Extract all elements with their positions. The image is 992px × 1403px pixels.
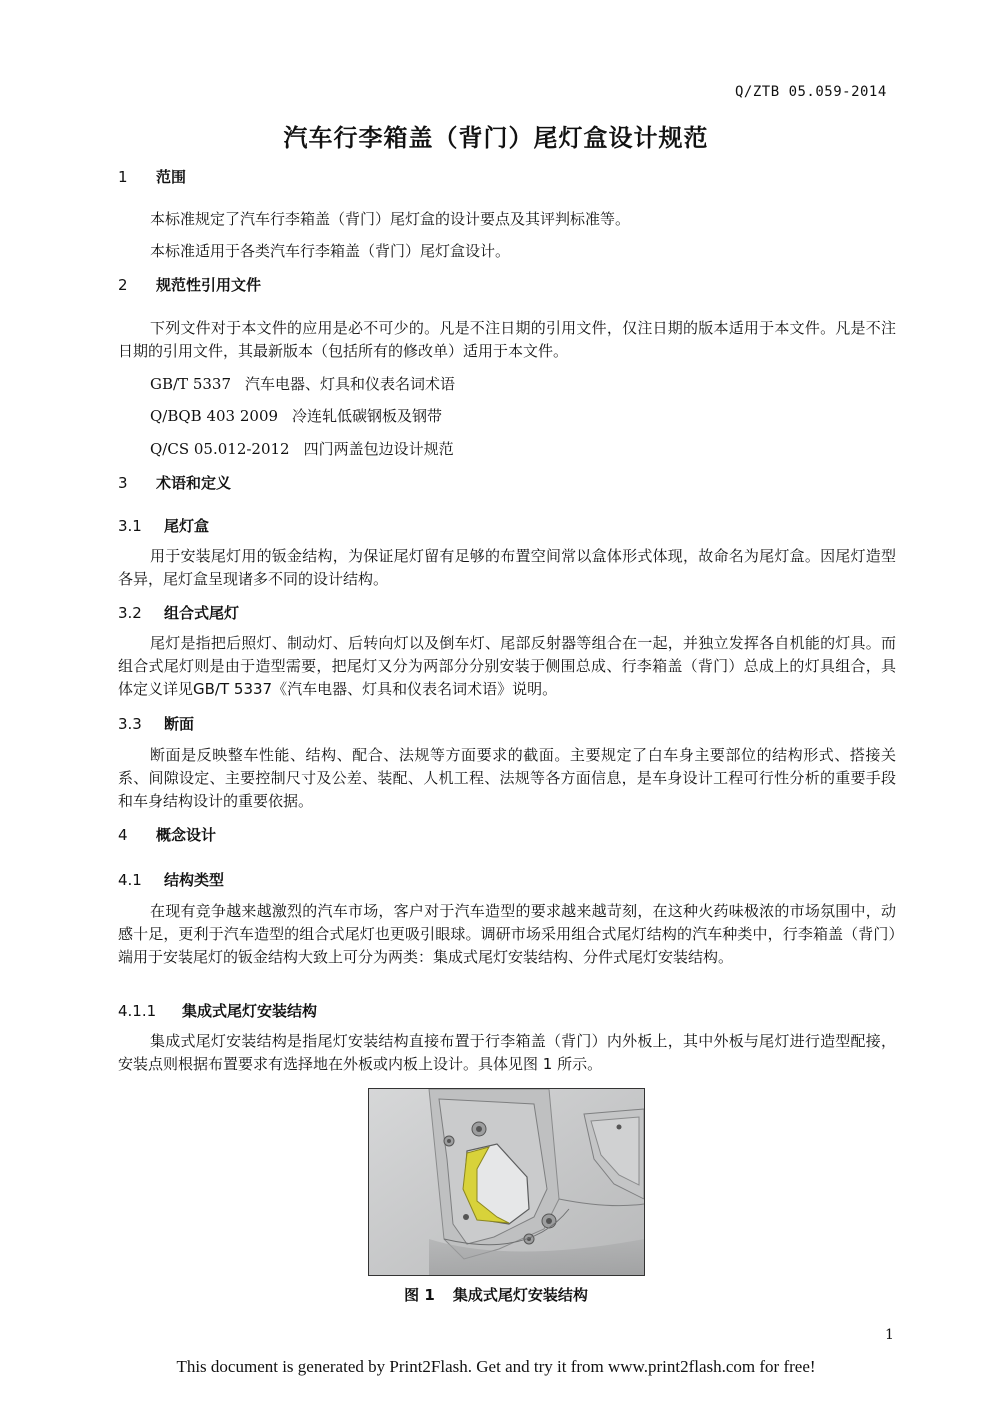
section-title: 集成式尾灯安装结构	[182, 1002, 318, 1020]
figure-1-image	[368, 1088, 645, 1276]
reference-item	[150, 373, 455, 394]
section-number: 3.3	[118, 715, 142, 733]
figure-label: 图 1	[404, 1286, 435, 1304]
section-number: 4	[118, 826, 128, 844]
section-3-3-heading	[118, 713, 194, 734]
figure-caption-text: 集成式尾灯安装结构	[452, 1286, 588, 1304]
reference-item	[150, 438, 454, 459]
document-title: 汽车行李箱盖（背门）尾灯盒设计规范	[283, 124, 709, 152]
paragraph: 本标准适用于各类汽车行李箱盖（背门）尾灯盒设计。	[150, 242, 511, 260]
paragraph: 集成式尾灯安装结构是指尾灯安装结构直接布置于行李箱盖（背门）内外板上，其中外板与尾灯进行造型配接，安装点则根据布置要求有选择地在外板或内板上设计。具体见图 1 所示。	[118, 1032, 896, 1073]
footer-notice: This document is generated by Print2Flash. Get and try it from www.print2flash.com for free!	[176, 1357, 816, 1376]
paragraph: 断面是反映整车性能、结构、配合、法规等方面要求的截面。主要规定了白车身主要部位的结构形式、搭接关系、间隙设定、主要控制尺寸及公差、装配、人机工程、法规等各方面信息，是车身设计工程可行性分析的重要手段和车身结构设计的重要依据。	[118, 746, 896, 810]
paragraph: 尾灯是指把后照灯、制动灯、后转向灯以及倒车灯、尾部反射器等组合在一起，并独立发挥各自机能的灯具。而组合式尾灯则是由于造型需要，把尾灯又分为两部分分别安装于侧围总成、行李箱盖（背门）总成上的灯具组合，具体定义详见GB/T 5337《汽车电器、灯具和仪表名词术语》说明。	[118, 634, 896, 698]
reference-item	[150, 405, 442, 426]
section-title: 结构类型	[164, 871, 225, 889]
section-4-heading	[118, 824, 216, 845]
reference-code: Q/CS 05.012-2012	[150, 440, 290, 458]
reference-name: 四门两盖包边设计规范	[303, 440, 454, 458]
section-1-heading	[118, 166, 186, 187]
reference-name: 汽车电器、灯具和仪表名词术语	[245, 375, 456, 393]
reference-code: Q/BQB 403 2009	[150, 407, 279, 425]
section-4-1-heading	[118, 869, 224, 890]
section-number: 3.2	[118, 604, 142, 622]
page-number: 1	[885, 1327, 894, 1343]
section-number: 3.1	[118, 517, 142, 535]
section-number: 4.1	[118, 871, 142, 889]
paragraph: 本标准规定了汽车行李箱盖（背门）尾灯盒的设计要点及其评判标准等。	[150, 210, 631, 228]
section-title: 规范性引用文件	[156, 276, 262, 294]
standard-code: Q/ZTB 05.059-2014	[735, 84, 887, 100]
section-number: 1	[118, 168, 128, 186]
section-3-heading	[118, 472, 231, 493]
reference-name: 冷连轧低碳钢板及钢带	[292, 407, 443, 425]
paragraph: 下列文件对于本文件的应用是必不可少的。凡是不注日期的引用文件，仅注日期的版本适用于本文件。凡是不注日期的引用文件，其最新版本（包括所有的修改单）适用于本文件。	[118, 319, 896, 360]
figure-caption	[0, 1284, 992, 1305]
section-number: 4.1.1	[118, 1002, 157, 1020]
section-title: 组合式尾灯	[164, 604, 240, 622]
section-3-2-heading	[118, 602, 239, 623]
section-number: 3	[118, 474, 128, 492]
section-title: 范围	[156, 168, 187, 186]
section-4-1-1-heading	[118, 1000, 317, 1021]
section-3-1-heading	[118, 515, 209, 536]
section-title: 尾灯盒	[164, 517, 210, 535]
paragraph: 在现有竞争越来越激烈的汽车市场，客户对于汽车造型的要求越来越苛刻，在这种火药味极浓的市场氛围中，动感十足，更利于汽车造型的组合式尾灯也更吸引眼球。调研市场采用组合式尾灯结构的汽车种类中，行李箱盖（背门）端用于安装尾灯的钣金结构大致上可分为两类：集成式尾灯安装结构、分件式尾灯安装结构。	[118, 902, 896, 966]
section-title: 断面	[164, 715, 195, 733]
reference-code: GB/T 5337	[150, 375, 232, 393]
section-title: 术语和定义	[156, 474, 232, 492]
section-2-heading	[118, 274, 261, 295]
paragraph: 用于安装尾灯用的钣金结构，为保证尾灯留有足够的布置空间常以盒体形式体现，故命名为尾灯盒。因尾灯造型各异，尾灯盒呈现诸多不同的设计结构。	[118, 547, 896, 588]
taillight-structure-drawing	[369, 1089, 644, 1275]
section-title: 概念设计	[156, 826, 217, 844]
section-number: 2	[118, 276, 128, 294]
